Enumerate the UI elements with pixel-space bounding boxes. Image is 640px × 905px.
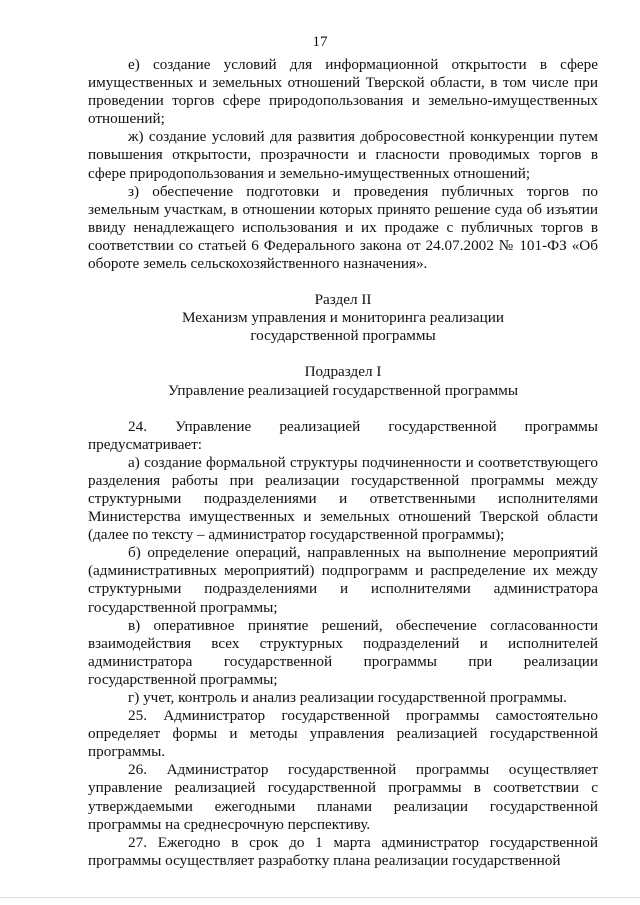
- paragraph-24-b: б) определение операций, направленных на выполнение мероприятий (административных мероприятий) подпрограмм и распределение их между структурными подразделениями и исполнителями администратора государственной программы;: [88, 544, 598, 616]
- paragraph-24-g: г) учет, контроль и анализ реализации государственной программы.: [128, 689, 567, 706]
- list-item-zh: ж) создание условий для развития добросовестной конкуренции путем повышения открытости, прозрачности и гласности проводимых торгов в сфере природопользования и земельно-имущественных отношений;: [88, 128, 598, 182]
- paragraph-24-a: а) создание формальной структуры подчиненности и соответствующего разделения работы при реализации государственной программы между структурными подразделениями и ответственными исполнителями Министерства имущественных и земельных отношений Тверской области (далее по тексту – администратор государственной программы);: [88, 453, 598, 544]
- subsection-title: Управление реализацией государственной программы: [167, 381, 519, 399]
- subsection-label: Подраздел I: [304, 363, 382, 381]
- paragraph-24: 24. Управление реализацией государственной программы предусматривает:: [88, 417, 598, 453]
- paragraph-26: 26. Администратор государственной программы осуществляет управление реализацией государственной программы в соответствии с утверждаемыми ежегодными планами реализации государственной программы на среднесрочную перспективу.: [88, 761, 598, 833]
- list-item-e: е) создание условий для информационной открытости в сфере имущественных и земельных отношений Тверской области, в том числе при проведении торгов сфере природопользования и земельно-имущественных отношений;: [88, 56, 598, 128]
- section-title-line2: государственной программы: [250, 327, 436, 345]
- page-number: 17: [312, 34, 328, 50]
- paragraph-27: 27. Ежегодно в срок до 1 марта администратор государственной программы осуществляет разработку плана реализации государственной: [88, 833, 598, 869]
- paragraph-25: 25. Администратор государственной программы самостоятельно определяет формы и методы управления реализацией государственной программы.: [88, 707, 598, 761]
- section-title-line1: Механизм управления и мониторинга реализации: [181, 309, 505, 327]
- list-item-z: з) обеспечение подготовки и проведения публичных торгов по земельным участкам, в отношении которых принято решение суда об изъятии ввиду ненадлежащего использования и их продаже с публичных торгов в соответствии со статьей 6 Федерального закона от 24.07.2002 № 101-ФЗ «Об обороте земель сельскохозяйственного назначения».: [88, 182, 598, 273]
- paragraph-24-v: в) оперативное принятие решений, обеспечение согласованности взаимодействия всех структурных подразделений и исполнителей администратора государственной программы при реализации государственной программы;: [88, 616, 598, 688]
- scan-edge-line: [0, 897, 640, 898]
- section-label: Раздел II: [314, 291, 372, 309]
- document-body: [88, 56, 598, 870]
